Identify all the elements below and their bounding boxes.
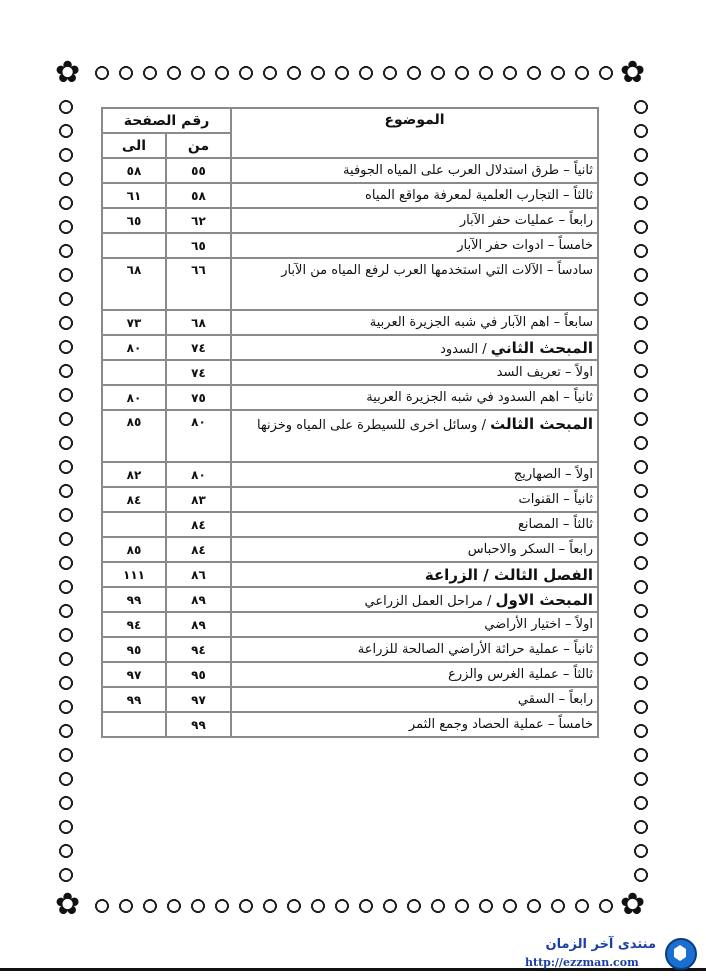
- flower-ornament-icon: ✿: [620, 55, 646, 90]
- page-to-cell: ٦٨: [102, 258, 166, 310]
- page-to-cell: ٩٤: [102, 612, 166, 637]
- topic-text: سادساً – الآلات التي استخدمها العرب لرفع المياه من الآبار: [281, 263, 593, 278]
- page-from-cell: ٦٨: [166, 310, 231, 335]
- table-row: [102, 512, 598, 537]
- header-row: [102, 108, 598, 133]
- page-from-cell: ٧٤: [166, 335, 231, 360]
- topic-text: رابعاً – السكر والاحباس: [467, 542, 593, 557]
- topic-text: سابعاً – اهم الآبار في شبه الجزيرة العربية: [369, 315, 593, 330]
- table-row: [102, 637, 598, 662]
- table-row: [102, 360, 598, 385]
- section-heading: المبحث الاول: [495, 590, 593, 609]
- page-to-cell: ٥٨: [102, 158, 166, 183]
- table-row: [102, 385, 598, 410]
- section-heading: الفصل الثالث / الزراعة: [424, 565, 593, 584]
- page-from-cell: ٨٤: [166, 537, 231, 562]
- section-heading: المبحث الثالث: [490, 415, 593, 433]
- section-heading: المبحث الثاني: [490, 338, 593, 357]
- page-to-cell: [102, 712, 166, 737]
- topic-cell: [231, 537, 598, 562]
- page-to-cell: ٧٣: [102, 310, 166, 335]
- table-row: [102, 662, 598, 687]
- page-to-cell: [102, 512, 166, 537]
- page-from-cell: ٥٨: [166, 183, 231, 208]
- page-to-cell: ١١١: [102, 562, 166, 587]
- topic-cell: [231, 335, 598, 360]
- forum-name: منتدى آخر الزمان: [545, 937, 656, 952]
- table-row: [102, 487, 598, 512]
- topic-cell: [231, 562, 598, 587]
- table-row: [102, 158, 598, 183]
- table-row: [102, 537, 598, 562]
- table-row: [102, 687, 598, 712]
- bottom-ornamental-border: [90, 895, 620, 917]
- page-from-cell: ٨٤: [166, 512, 231, 537]
- topic-cell: [231, 587, 598, 612]
- topic-cell: [231, 183, 598, 208]
- topic-text: / مراحل العمل الزراعي: [364, 593, 496, 609]
- right-ornamental-border: [630, 95, 652, 885]
- page-from-cell: ٨٠: [166, 462, 231, 487]
- page-from-cell: ٨٩: [166, 587, 231, 612]
- topic-cell: [231, 233, 598, 258]
- topic-text: اولاً – تعريف السد: [496, 365, 593, 380]
- topic-cell: [231, 637, 598, 662]
- table-row: [102, 310, 598, 335]
- topic-text: خامساً – ادوات حفر الآبار: [457, 238, 593, 253]
- table-row: [102, 712, 598, 737]
- page-from-cell: ٨٣: [166, 487, 231, 512]
- topic-header: الموضوع: [231, 108, 598, 158]
- page-from-cell: ٥٥: [166, 158, 231, 183]
- topic-cell: [231, 310, 598, 335]
- topic-cell: [231, 662, 598, 687]
- table-row: [102, 562, 598, 587]
- page-from-cell: ٦٥: [166, 233, 231, 258]
- page-from-cell: ٩٥: [166, 662, 231, 687]
- topic-cell: [231, 410, 598, 462]
- page-from-cell: ٩٧: [166, 687, 231, 712]
- table-row: [102, 258, 598, 310]
- page-to-cell: ٩٥: [102, 637, 166, 662]
- table-row: [102, 183, 598, 208]
- topic-text: ثانياً – طرق استدلال العرب على المياه الجوفية: [343, 163, 593, 178]
- page-from-cell: ٦٦: [166, 258, 231, 310]
- table-row: [102, 462, 598, 487]
- topic-text: رابعاً – السقي: [517, 692, 593, 707]
- topic-cell: [231, 385, 598, 410]
- page-number-header: رقم الصفحة: [102, 108, 231, 133]
- page-from-cell: ٩٤: [166, 637, 231, 662]
- topic-text: اولاً – اختيار الأراضي: [484, 617, 593, 632]
- topic-text: ثالثاً – التجارب العلمية لمعرفة مواقع المياه: [365, 188, 593, 203]
- topic-text: / وسائل اخرى للسيطرة على المياه وخزنها: [257, 418, 491, 433]
- page-to-cell: [102, 233, 166, 258]
- page-to-cell: ٩٩: [102, 687, 166, 712]
- page-from-cell: ٧٤: [166, 360, 231, 385]
- topic-cell: [231, 258, 598, 310]
- page-from-cell: ٨٩: [166, 612, 231, 637]
- forum-logo-icon: [665, 938, 697, 970]
- topic-cell: [231, 612, 598, 637]
- topic-text: اولاً – الصهاريج: [513, 467, 593, 482]
- to-header: الى: [102, 133, 166, 158]
- topic-cell: [231, 487, 598, 512]
- page-to-cell: ٨٠: [102, 385, 166, 410]
- page-to-cell: ٨٢: [102, 462, 166, 487]
- page-to-cell: ٨٥: [102, 537, 166, 562]
- page-from-cell: ٩٩: [166, 712, 231, 737]
- topic-text: ثانياً – القنوات: [518, 492, 593, 507]
- topic-cell: [231, 360, 598, 385]
- topic-text: ثالثاً – عملية الغرس والزرع: [448, 667, 593, 682]
- page-to-cell: ٨٠: [102, 335, 166, 360]
- table-of-contents: [101, 107, 599, 738]
- table-row: [102, 410, 598, 462]
- page-to-cell: [102, 360, 166, 385]
- table-row: [102, 587, 598, 612]
- from-header: من: [166, 133, 231, 158]
- topic-cell: [231, 712, 598, 737]
- flower-ornament-icon: ✿: [55, 55, 81, 90]
- page-from-cell: ٨٦: [166, 562, 231, 587]
- topic-text: رابعاً – عمليات حفر الآبار: [459, 213, 593, 228]
- page-to-cell: ٦١: [102, 183, 166, 208]
- page-to-cell: ٩٧: [102, 662, 166, 687]
- page-from-cell: ٦٢: [166, 208, 231, 233]
- topic-cell: [231, 462, 598, 487]
- topic-cell: [231, 208, 598, 233]
- flower-ornament-icon: ✿: [55, 887, 81, 922]
- left-ornamental-border: [55, 95, 77, 885]
- topic-text: خامساً – عملية الحصاد وجمع الثمر: [408, 717, 593, 732]
- page-from-cell: ٨٠: [166, 410, 231, 462]
- page-from-cell: ٧٥: [166, 385, 231, 410]
- table-row: [102, 335, 598, 360]
- page-to-cell: ٨٤: [102, 487, 166, 512]
- topic-text: ثانياً – اهم السدود في شبه الجزيرة العربية: [366, 390, 593, 405]
- topic-text: / السدود: [440, 341, 491, 357]
- page-to-cell: ٦٥: [102, 208, 166, 233]
- topic-text: ثانياً – عملية حراثة الأراضي الصالحة للزراعة: [357, 642, 593, 657]
- page-to-cell: ٩٩: [102, 587, 166, 612]
- top-ornamental-border: [90, 62, 620, 84]
- page-to-cell: ٨٥: [102, 410, 166, 462]
- topic-text: ثالثاً – المصانع: [517, 517, 593, 532]
- table-row: [102, 612, 598, 637]
- flower-ornament-icon: ✿: [620, 887, 646, 922]
- topic-cell: [231, 687, 598, 712]
- topic-cell: [231, 158, 598, 183]
- forum-url[interactable]: http://ezzman.com: [525, 956, 639, 969]
- table-row: [102, 208, 598, 233]
- topic-cell: [231, 512, 598, 537]
- table-row: [102, 233, 598, 258]
